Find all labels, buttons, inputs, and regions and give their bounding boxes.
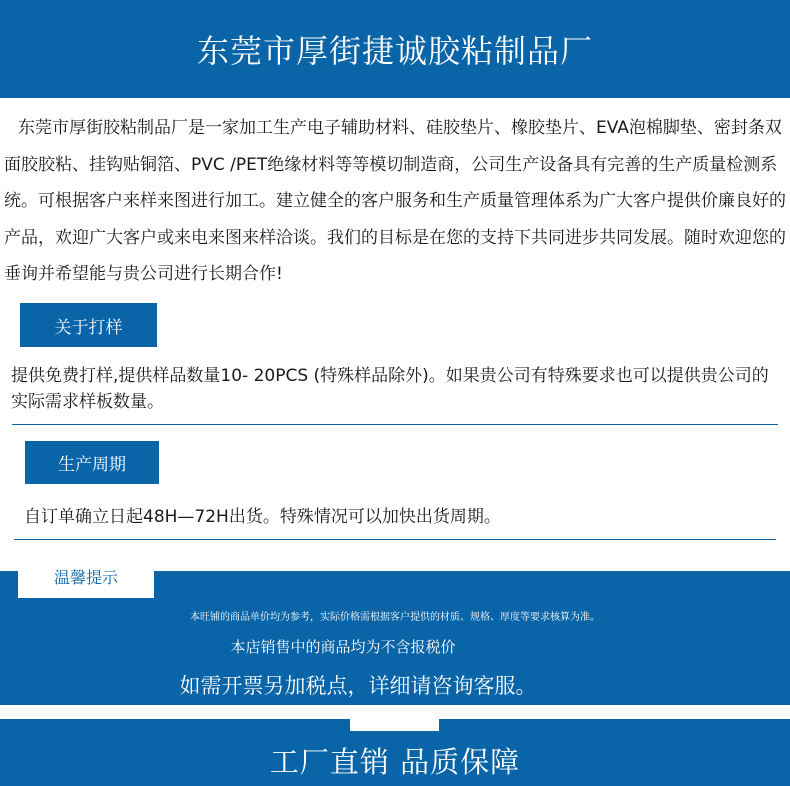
page-title: 东莞市厚街捷诚胶粘制品厂: [196, 32, 593, 70]
header-banner: [0, 0, 790, 98]
notice-tax-exclusive: 本店销售中的商品均为不含报税价: [230, 638, 456, 656]
notice-invoice-info: 如需开票另加税点，详细请咨询客服。: [179, 674, 537, 698]
company-intro: 东莞市厚街胶粘制品厂是一家加工生产电子辅助材料、硅胶垫片、橡胶垫片、EVA泡棉脚垫、密封条双面胶胶粘、挂钩贴铜箔、PVC /PET绝缘材料等等模切制造商，公司生产设备具有完善的生产质量检测系统。可根据客户来样来图进行加工。建立健全的客户服务和生产质量管理体系为广大客户提供价廉良好的产品，欢迎广大客户或来电来图来样洽谈。我们的目标是在您的支持下共同进步共同发展。随时欢迎您的垂询并希望能与贵公司进行长期合作!: [4, 118, 786, 284]
section-tab-sampling: 关于打样: [20, 303, 157, 347]
footer-slogan: 工厂直销 品质保障: [269, 745, 521, 779]
section-divider: [12, 424, 778, 425]
decorative-bar: [350, 709, 439, 731]
section-tab-production-cycle: 生产周期: [25, 441, 159, 484]
notice-tab: 温馨提示: [18, 554, 154, 598]
sampling-text: 提供免费打样,提供样品数量10- 20PCS (特殊样品除外)。如果贵公司有特殊要求也可以提供贵公司的实际需求样板数量。: [11, 366, 769, 412]
notice-price-reference: 本旺铺的商品单价均为参考，实际价格需根据客户提供的材质、规格、厚度等要求核算为准。: [190, 612, 600, 623]
section-divider: [14, 539, 776, 540]
production-cycle-text: 自订单确立日起48H—72H出货。特殊情况可以加快出货周期。: [24, 507, 501, 527]
